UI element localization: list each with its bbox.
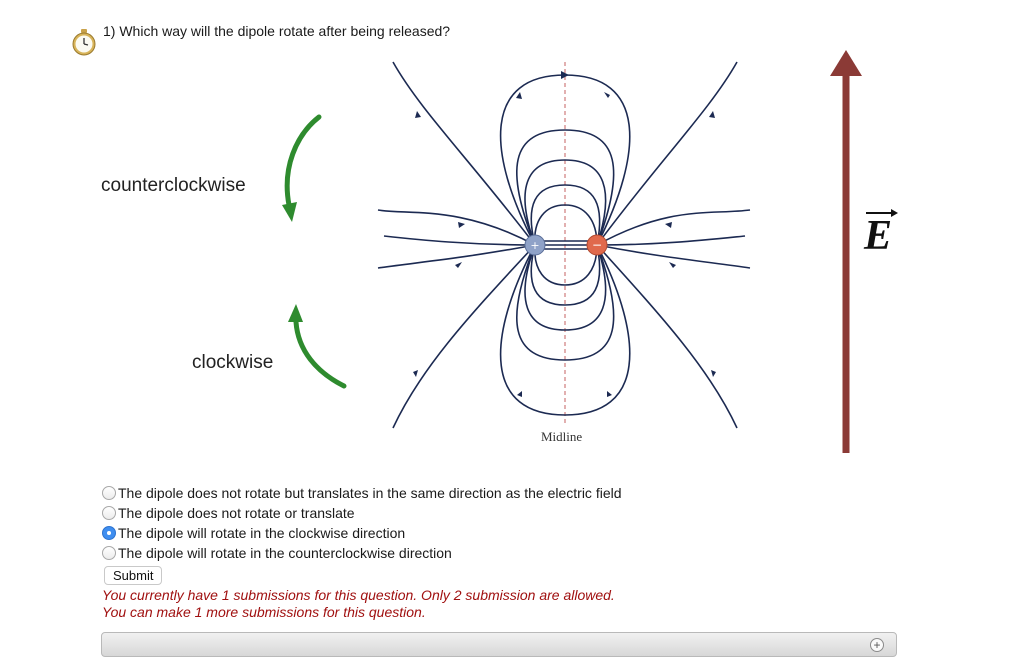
electric-field-label: E bbox=[864, 213, 893, 259]
option-label: The dipole will rotate in the counterclockwise direction bbox=[118, 545, 452, 561]
option-counterclockwise[interactable] bbox=[102, 543, 622, 563]
clockwise-label: clockwise bbox=[192, 352, 274, 373]
option-label: The dipole does not rotate or translate bbox=[118, 505, 355, 521]
midline-label: Midline bbox=[541, 429, 583, 444]
field-lines bbox=[378, 62, 750, 428]
counterclockwise-arrow bbox=[287, 117, 319, 205]
submission-count-message: You currently have 1 submissions for this question. Only 2 submission are allowed. bbox=[102, 587, 615, 603]
clockwise-arrow bbox=[296, 322, 344, 386]
option-no-rotation[interactable] bbox=[102, 503, 622, 523]
question-text: 1) Which way will the dipole rotate after being released? bbox=[103, 23, 451, 39]
option-label: The dipole does not rotate but translates in the same direction as the electric field bbox=[118, 485, 622, 501]
positive-charge-sign: + bbox=[530, 239, 540, 252]
collapsed-panel-bar[interactable] bbox=[101, 632, 897, 657]
submit-button[interactable]: Submit bbox=[104, 566, 162, 585]
expand-plus-icon[interactable]: + bbox=[870, 638, 884, 652]
answer-options bbox=[102, 483, 622, 563]
counterclockwise-label: counterclockwise bbox=[101, 175, 246, 196]
radio-button-selected[interactable] bbox=[102, 526, 116, 540]
radio-button[interactable] bbox=[102, 486, 116, 500]
radio-button[interactable] bbox=[102, 546, 116, 560]
option-label: The dipole will rotate in the clockwise direction bbox=[118, 525, 406, 541]
radio-button[interactable] bbox=[102, 506, 116, 520]
negative-charge-sign: − bbox=[591, 238, 603, 252]
remaining-submissions-message: You can make 1 more submissions for this question. bbox=[102, 604, 426, 620]
option-clockwise[interactable] bbox=[102, 523, 622, 543]
option-translates[interactable] bbox=[102, 483, 622, 503]
